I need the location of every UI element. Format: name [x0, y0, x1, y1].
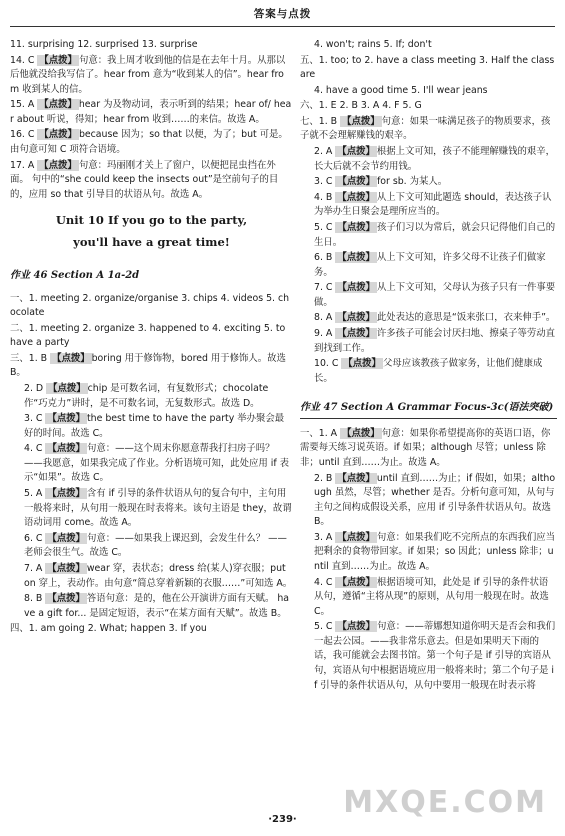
section-47-title-text: 作业 47 Section A Grammar Focus-3c(语法突破)	[300, 400, 557, 419]
tip-label: 【点拨】	[47, 443, 85, 455]
answer-line: 二、1. meeting 2. organize 3. happened to 4. exciting 5. to have a party	[10, 322, 286, 349]
answer-line: 7. C 【点拨】 从上下文可知，父母认为孩子只有一件事要做。	[314, 282, 556, 308]
tip-label: 【点拨】	[337, 531, 375, 543]
tip-label: 【点拨】	[337, 221, 375, 233]
tip-label: 【点拨】	[47, 532, 85, 544]
answer-line: 7. A 【点拨】 wear 穿，表状态；dress 给(某人)穿衣服；put on 穿上，表动作。由句意“简总穿着新颖的衣服……”可知选 A。	[24, 562, 293, 589]
answer-line: 三、1. B 【点拨】 boring 用于修饰物，bored 用于修饰人。故选 B。	[10, 352, 286, 379]
tip-label: 【点拨】	[337, 327, 375, 339]
tip-label: 【点拨】	[337, 191, 375, 203]
tip-label: 【点拨】	[337, 282, 375, 294]
tip-label: 【点拨】	[39, 159, 77, 171]
answer-line: 3. C 【点拨】 for sb. 为某人。	[314, 176, 448, 188]
section-47-title	[300, 400, 557, 419]
answer-line: 6. C 【点拨】 句意：——如果我上课迟到，会发生什么？ ——老师会很生气。故选 C。	[24, 532, 287, 559]
section-46-title	[10, 268, 293, 284]
page-number: ·239·	[268, 814, 297, 825]
tip-label: 【点拨】	[337, 252, 375, 264]
tip-label: 【点拨】	[337, 621, 375, 633]
answer-line: 8. B 【点拨】 答语句意：是的，他在公开演讲方面有天赋。 have a gift for... 是固定短语，表示“在某方面有天赋”。故选 B。	[24, 593, 290, 619]
answer-line: 五、1. too; to 2. have a class meeting 3. Half the class are	[300, 54, 555, 81]
tip-label: 【点拨】	[39, 99, 77, 111]
unit-title-line-1: Unit 10 If you go to the party,	[55, 213, 248, 228]
answer-line: 七、1. B 【点拨】 句意：如果一味满足孩子的物质要求，孩子就不会理解赚钱的艰辛。	[300, 115, 551, 142]
answer-line: 5. C 【点拨】 孩子们习以为常后，就会只记得他们自己的生日。	[314, 221, 556, 248]
answer-line: 四、1. am going 2. What; happen 3. If you	[10, 623, 207, 635]
answer-line: 15. A 【点拨】 hear 为及物动词，表示听到的结果；hear of/ hear about 听说，得知；hear from 收到……的来信。故选 A。	[10, 99, 292, 125]
answer-line: 3. A 【点拨】 句意：如果我们吃不完所点的东西我们应当把剩余的食物带回家。if 如果；so 因此；unless 除非；until 直到……为止。故选 A。	[314, 531, 555, 572]
answer-line: 9. A 【点拨】 许多孩子可能会讨厌扫地、擦桌子等劳动直到找到工作。	[314, 327, 555, 354]
unit-title-line-2: you'll have a great time!	[73, 235, 230, 250]
answer-line: 6. B 【点拨】 从上下文可知，许多父母不让孩子们做家务。	[314, 252, 546, 278]
answer-line: 4. C 【点拨】 句意：——这个周末你愿意帮我打扫房子吗？ ——我愿意，如果我完成了作业。分析语境可知，此处应用 if 表示“如果”。故选 C。	[24, 443, 289, 484]
answer-line: 2. B 【点拨】 until 直到……为止；if 假如，如果；although 虽然，尽管；whether 是否。分析句意可知，从句与主句之间构成假设关系，应用 if 引导条件状语从句。故选 B。	[314, 472, 556, 528]
right-column	[300, 38, 557, 694]
answer-line: 5. A 【点拨】 含有 if 引导的条件状语从句的复合句中，主句用一般将来时，从句用一般现在时表将来。该句主语是 they，故谓语动词用 come。故选 A。	[24, 488, 292, 529]
tip-label: 【点拨】	[48, 383, 86, 395]
page-header	[0, 0, 565, 32]
tip-label: 【点拨】	[337, 146, 375, 158]
answer-line: 2. D 【点拨】 chip 是可数名词，有复数形式；chocolate 作“巧克力”讲时，是不可数名词，无复数形式。故选 D。	[24, 383, 269, 409]
header-title: 答案与点拨	[253, 8, 312, 20]
tip-label: 【点拨】	[342, 115, 380, 127]
tip-label: 【点拨】	[342, 427, 380, 439]
header-divider	[10, 26, 555, 27]
left-column	[10, 38, 293, 638]
tip-label: 【点拨】	[52, 352, 90, 364]
unit-title	[10, 210, 293, 254]
answer-line: 3. C 【点拨】 the best time to have the party 举办聚会最好的时间。故选 C。	[24, 413, 285, 439]
tip-label: 【点拨】	[337, 472, 375, 484]
tip-label: 【点拨】	[39, 54, 77, 66]
answer-line: 16. C 【点拨】 because 因为；so that 以便，为了；but 可是。由句意可知 C 项符合语境。	[10, 129, 288, 156]
tip-label: 【点拨】	[337, 576, 375, 588]
answer-line: 2. A 【点拨】 根据上文可知，孩子不能理解赚钱的艰辛，长大后就不会节约用钱。	[314, 146, 555, 172]
answer-line: 11. surprising 12. surprised 13. surprise	[10, 39, 198, 50]
tip-label: 【点拨】	[47, 488, 85, 500]
answer-line: 4. won't; rains 5. If; don't	[314, 39, 432, 50]
tip-label: 【点拨】	[47, 562, 85, 574]
tip-label: 【点拨】	[47, 593, 85, 605]
tip-label: 【点拨】	[337, 312, 375, 324]
answer-line: 一、1. A 【点拨】 句意：如果你希望提高你的英语口语，你需要每天练习说英语。if 如果；although 尽管；unless 除非；until 直到……为止。故选 A。	[300, 427, 551, 468]
answer-line: 六、1. E 2. B 3. A 4. F 5. G	[300, 100, 422, 112]
tip-label: 【点拨】	[47, 413, 85, 425]
answer-line: 17. A 【点拨】 句意：玛丽刚才关上了窗户，以便把昆虫挡在外面。 句中的“she could keep the insects out”是空前句子的目的，应用 so that 引导目的状语从句。故选 A。	[10, 159, 279, 200]
answer-line: 10. C 【点拨】 父母应该教孩子做家务，让他们健康成长。	[314, 358, 543, 384]
answer-line: 4. B 【点拨】 从上下文可知此题选 should，表达孩子认为举办生日聚会是理所应当的。	[314, 191, 552, 218]
tip-label: 【点拨】	[337, 176, 375, 188]
answer-line: 14. C 【点拨】 句意：我上周才收到他的信是在去年十月。从那以后他就没给我写信了。hear from 意为“收到某人的信”。hear from 收到某人的信。	[10, 54, 286, 95]
answer-line: 4. C 【点拨】 根据语境可知，此处是 if 引导的条件状语从句，遵循“主将从现”的原则，从句用一般现在时。故选 C。	[314, 576, 549, 617]
tip-label: 【点拨】	[343, 358, 381, 370]
answer-line: 4. have a good time 5. I'll wear jeans	[314, 84, 488, 96]
watermark-logo: MXQE.COM	[343, 785, 547, 820]
section-46-title-text: 作业 46 Section A 1a-2d	[10, 270, 140, 282]
answer-line: 5. C 【点拨】 句意：——蒂娜想知道你明天是否会和我们一起去公园。——我非常乐意去。但是如果明天下雨的话，我可能就会去图书馆。第一个句子是 if 引导的宾语从句，宾语从句中根据语境应用一般将来时；第二个句子是 if 引导的条件状语从句，从句中要用一般现在时表示将	[314, 621, 556, 691]
answer-line: 一、1. meeting 2. organize/organise 3. chips 4. videos 5. chocolate	[10, 292, 290, 319]
tip-label: 【点拨】	[39, 129, 77, 141]
answer-line: 8. A 【点拨】 此处表达的意思是“饭来张口，衣来伸手”。	[314, 312, 556, 324]
